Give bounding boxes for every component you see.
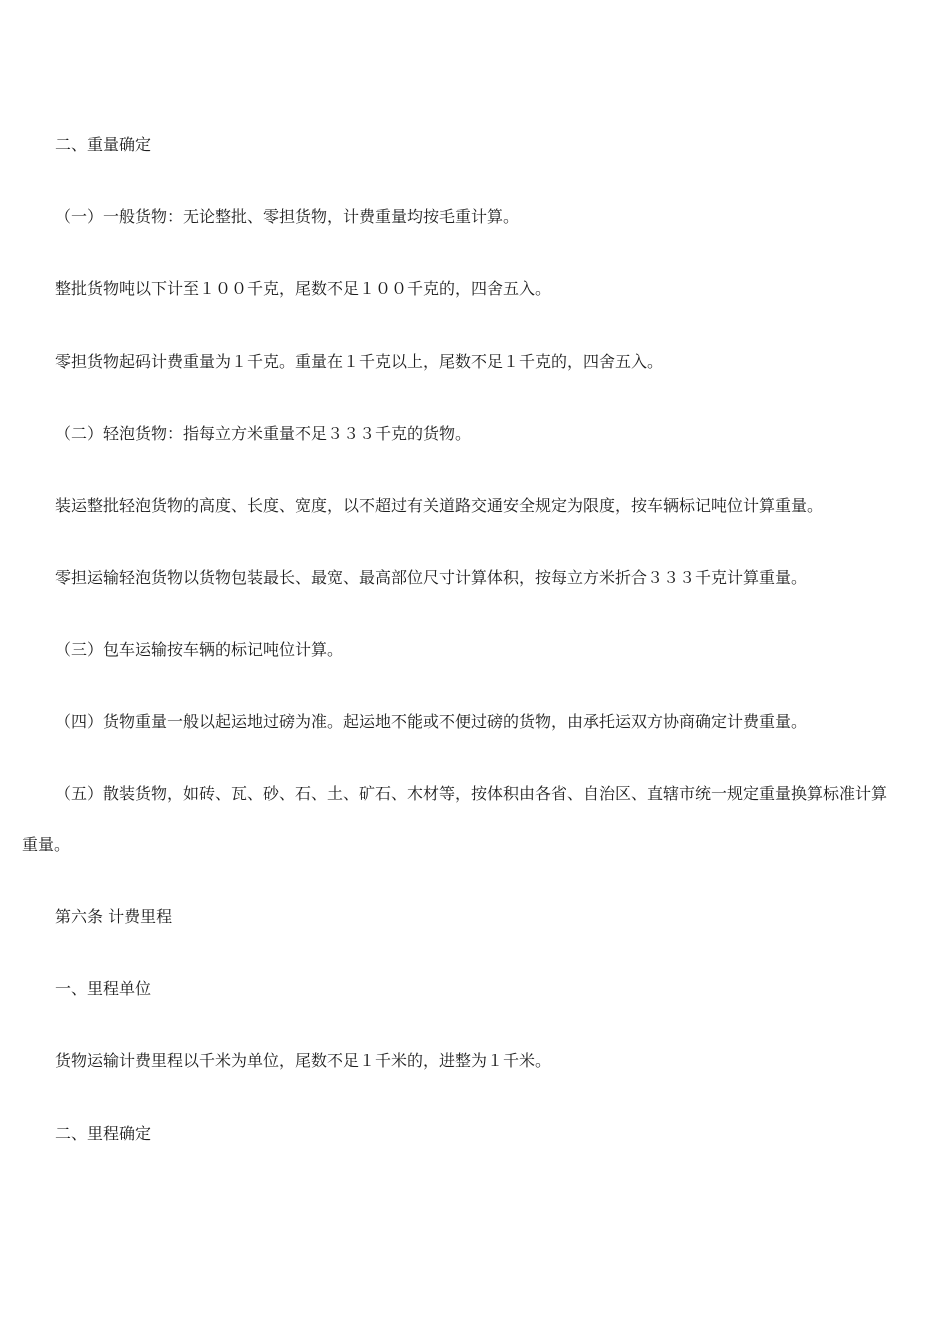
paragraph-wrapped-line2: 重量。 xyxy=(22,835,71,854)
paragraph: 零担运输轻泡货物以货物包装最长、最宽、最高部位尺寸计算体积，按每立方米折合３３３千克计算重量。 xyxy=(55,568,808,587)
section-heading: 二、重量确定 xyxy=(55,135,152,154)
paragraph: （二）轻泡货物：指每立方米重量不足３３３千克的货物。 xyxy=(55,424,472,443)
paragraph: （四）货物重量一般以起运地过磅为准。起运地不能或不便过磅的货物，由承托运双方协商确定计费重量。 xyxy=(55,712,808,731)
paragraph: 货物运输计费里程以千米为单位，尾数不足１千米的，进整为１千米。 xyxy=(55,1051,552,1070)
section-heading: 二、里程确定 xyxy=(55,1124,152,1143)
paragraph: （三）包车运输按车辆的标记吨位计算。 xyxy=(55,640,344,659)
section-heading: 一、里程单位 xyxy=(55,979,152,998)
paragraph: （一）一般货物：无论整批、零担货物，计费重量均按毛重计算。 xyxy=(55,207,520,226)
paragraph-wrapped-line1: （五）散装货物，如砖、瓦、砂、石、土、矿石、木材等，按体积由各省、自治区、直辖市统一规定重量换算标准计算 xyxy=(55,784,888,803)
paragraph: 零担货物起码计费重量为１千克。重量在１千克以上，尾数不足１千克的，四舍五入。 xyxy=(55,352,664,371)
article-heading: 第六条 计费里程 xyxy=(55,907,173,926)
paragraph: 整批货物吨以下计至１００千克，尾数不足１００千克的，四舍五入。 xyxy=(55,279,552,298)
paragraph: 装运整批轻泡货物的高度、长度、宽度，以不超过有关道路交通安全规定为限度，按车辆标记吨位计算重量。 xyxy=(55,496,824,515)
